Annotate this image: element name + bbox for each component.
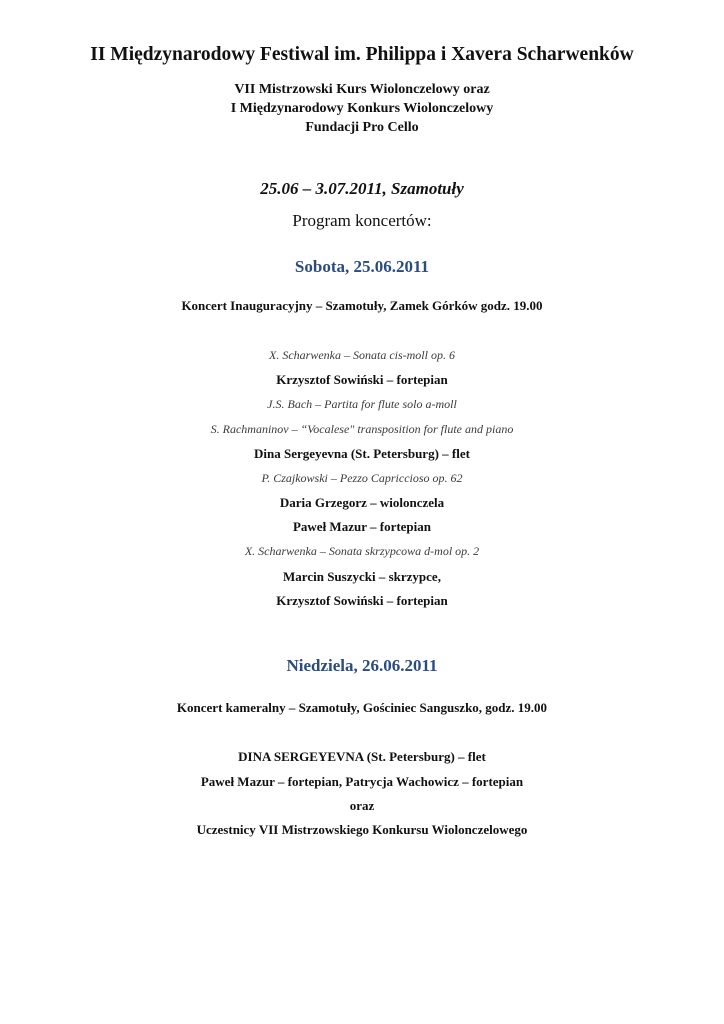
program-piece: X. Scharwenka – Sonata skrzypcowa d-mol op. 2	[244, 544, 480, 558]
program-piece: S. Rachmaninov – “Vocalese" transposition for flute and piano	[210, 422, 514, 436]
program-performer: Krzysztof Sowiński – fortepian	[276, 593, 448, 608]
subtitle-line: Fundacji Pro Cello	[305, 120, 419, 135]
program-performer: DINA SERGEYEVNA (St. Petersburg) – flet	[238, 749, 486, 764]
program-performer: Paweł Mazur – fortepian	[292, 519, 432, 534]
festival-title: II Międzynarodowy Festiwal im. Philippa i Xavera Scharwenków	[90, 44, 634, 65]
concert-title-inaugural: Koncert Inauguracyjny – Szamotuły, Zamek Górków godz. 19.00	[181, 298, 543, 313]
program-heading: Program koncertów:	[292, 211, 432, 230]
program-performer: Marcin Suszycki – skrzypce,	[283, 569, 441, 584]
program-piece: J.S. Bach – Partita for flute solo a-moll	[267, 397, 457, 411]
program-performer: Krzysztof Sowiński – fortepian	[276, 372, 448, 387]
day-heading-sunday: Niedziela, 26.06.2011	[286, 656, 438, 675]
program-piece: X. Scharwenka – Sonata cis-moll op. 6	[269, 348, 455, 362]
day-heading-saturday: Sobota, 25.06.2011	[294, 257, 430, 276]
program-performer: Daria Grzegorz – wiolonczela	[279, 495, 445, 510]
concert-title-chamber: Koncert kameralny – Szamotuły, Gościniec Sanguszko, godz. 19.00	[176, 700, 548, 715]
program-conjunction: oraz	[349, 798, 375, 813]
program-piece: P. Czajkowski – Pezzo Capriccioso op. 62	[261, 471, 463, 485]
program-performer: Dina Sergeyevna (St. Petersburg) – flet	[254, 446, 470, 461]
program-performer: Paweł Mazur – fortepian, Patrycja Wachowicz – fortepian	[200, 774, 524, 789]
program-performer: Uczestnicy VII Mistrzowskiego Konkursu Wiolonczelowego	[196, 822, 528, 837]
subtitle-line: VII Mistrzowski Kurs Wiolonczelowy oraz	[234, 82, 490, 97]
festival-dates: 25.06 – 3.07.2011, Szamotuły	[260, 179, 464, 198]
subtitle-line: I Międzynarodowy Konkurs Wiolonczelowy	[230, 101, 494, 116]
